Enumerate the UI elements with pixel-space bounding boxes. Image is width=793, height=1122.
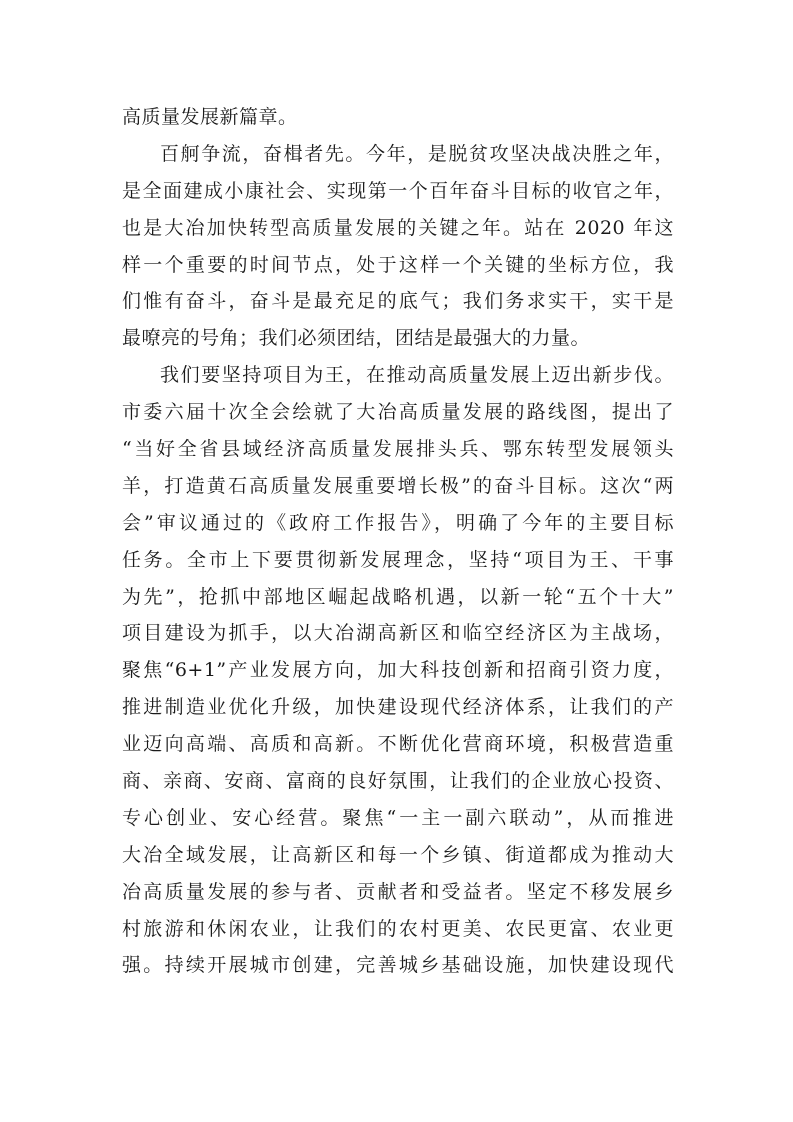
text-line: 商、亲商、安商、富商的良好氛围，让我们的企业放心投资、 [122,770,674,793]
text-line: 专心创业、安心经营。聚焦“一主一副六联动”，从而推进 [122,806,674,829]
text-line: 羊，打造黄石高质量发展重要增长极”的奋斗目标。这次“两 [122,474,674,497]
text-line: 们惟有奋斗，奋斗是最充足的底气；我们务求实干，实干是 [122,290,674,313]
text-line: 我们要坚持项目为王，在推动高质量发展上迈出新步伐。 [160,364,674,387]
text-line: 推进制造业优化升级，加快建设现代经济体系，让我们的产 [122,696,674,719]
text-line: 也是大冶加快转型高质量发展的关键之年。站在 2020 年这 [122,216,674,239]
text-line: 会”审议通过的《政府工作报告》，明确了今年的主要目标 [122,511,674,534]
text-line: 百舸争流，奋楫者先。今年，是脱贫攻坚决战决胜之年， [160,142,674,165]
text-line: 任务。全市上下要贯彻新发展理念，坚持“项目为王、干事 [122,548,674,571]
text-line: 强。持续开展城市创建，完善城乡基础设施，加快建设现代 [122,954,674,977]
text-line: 业迈向高端、高质和高新。不断优化营商环境，积极营造重 [122,733,674,756]
body-text [122,99,674,984]
text-line: 聚焦“6+1”产业发展方向，加大科技创新和招商引资力度， [122,659,674,682]
text-line: 冶高质量发展的参与者、贡献者和受益者。坚定不移发展乡 [122,880,674,903]
text-line: “当好全省县域经济高质量发展排头兵、鄂东转型发展领头 [122,438,674,461]
text-line: 大冶全域发展，让高新区和每一个乡镇、街道都成为推动大 [122,843,674,866]
text-line: 是全面建成小康社会、实现第一个百年奋斗目标的收官之年， [122,179,674,202]
text-line: 高质量发展新篇章。 [122,106,298,128]
text-line: 最嘹亮的号角；我们必须团结，团结是最强大的力量。 [122,327,591,350]
text-line: 为先”，抢抓中部地区崛起战略机遇，以新一轮“五个十大” [122,585,674,608]
text-line: 样一个重要的时间节点，处于这样一个关键的坐标方位，我 [122,253,674,276]
text-line: 村旅游和休闲农业，让我们的农村更美、农民更富、农业更 [122,917,674,940]
text-line: 项目建设为抓手，以大冶湖高新区和临空经济区为主战场， [122,622,674,645]
text-line: 市委六届十次全会绘就了大冶高质量发展的路线图，提出了 [122,401,674,424]
